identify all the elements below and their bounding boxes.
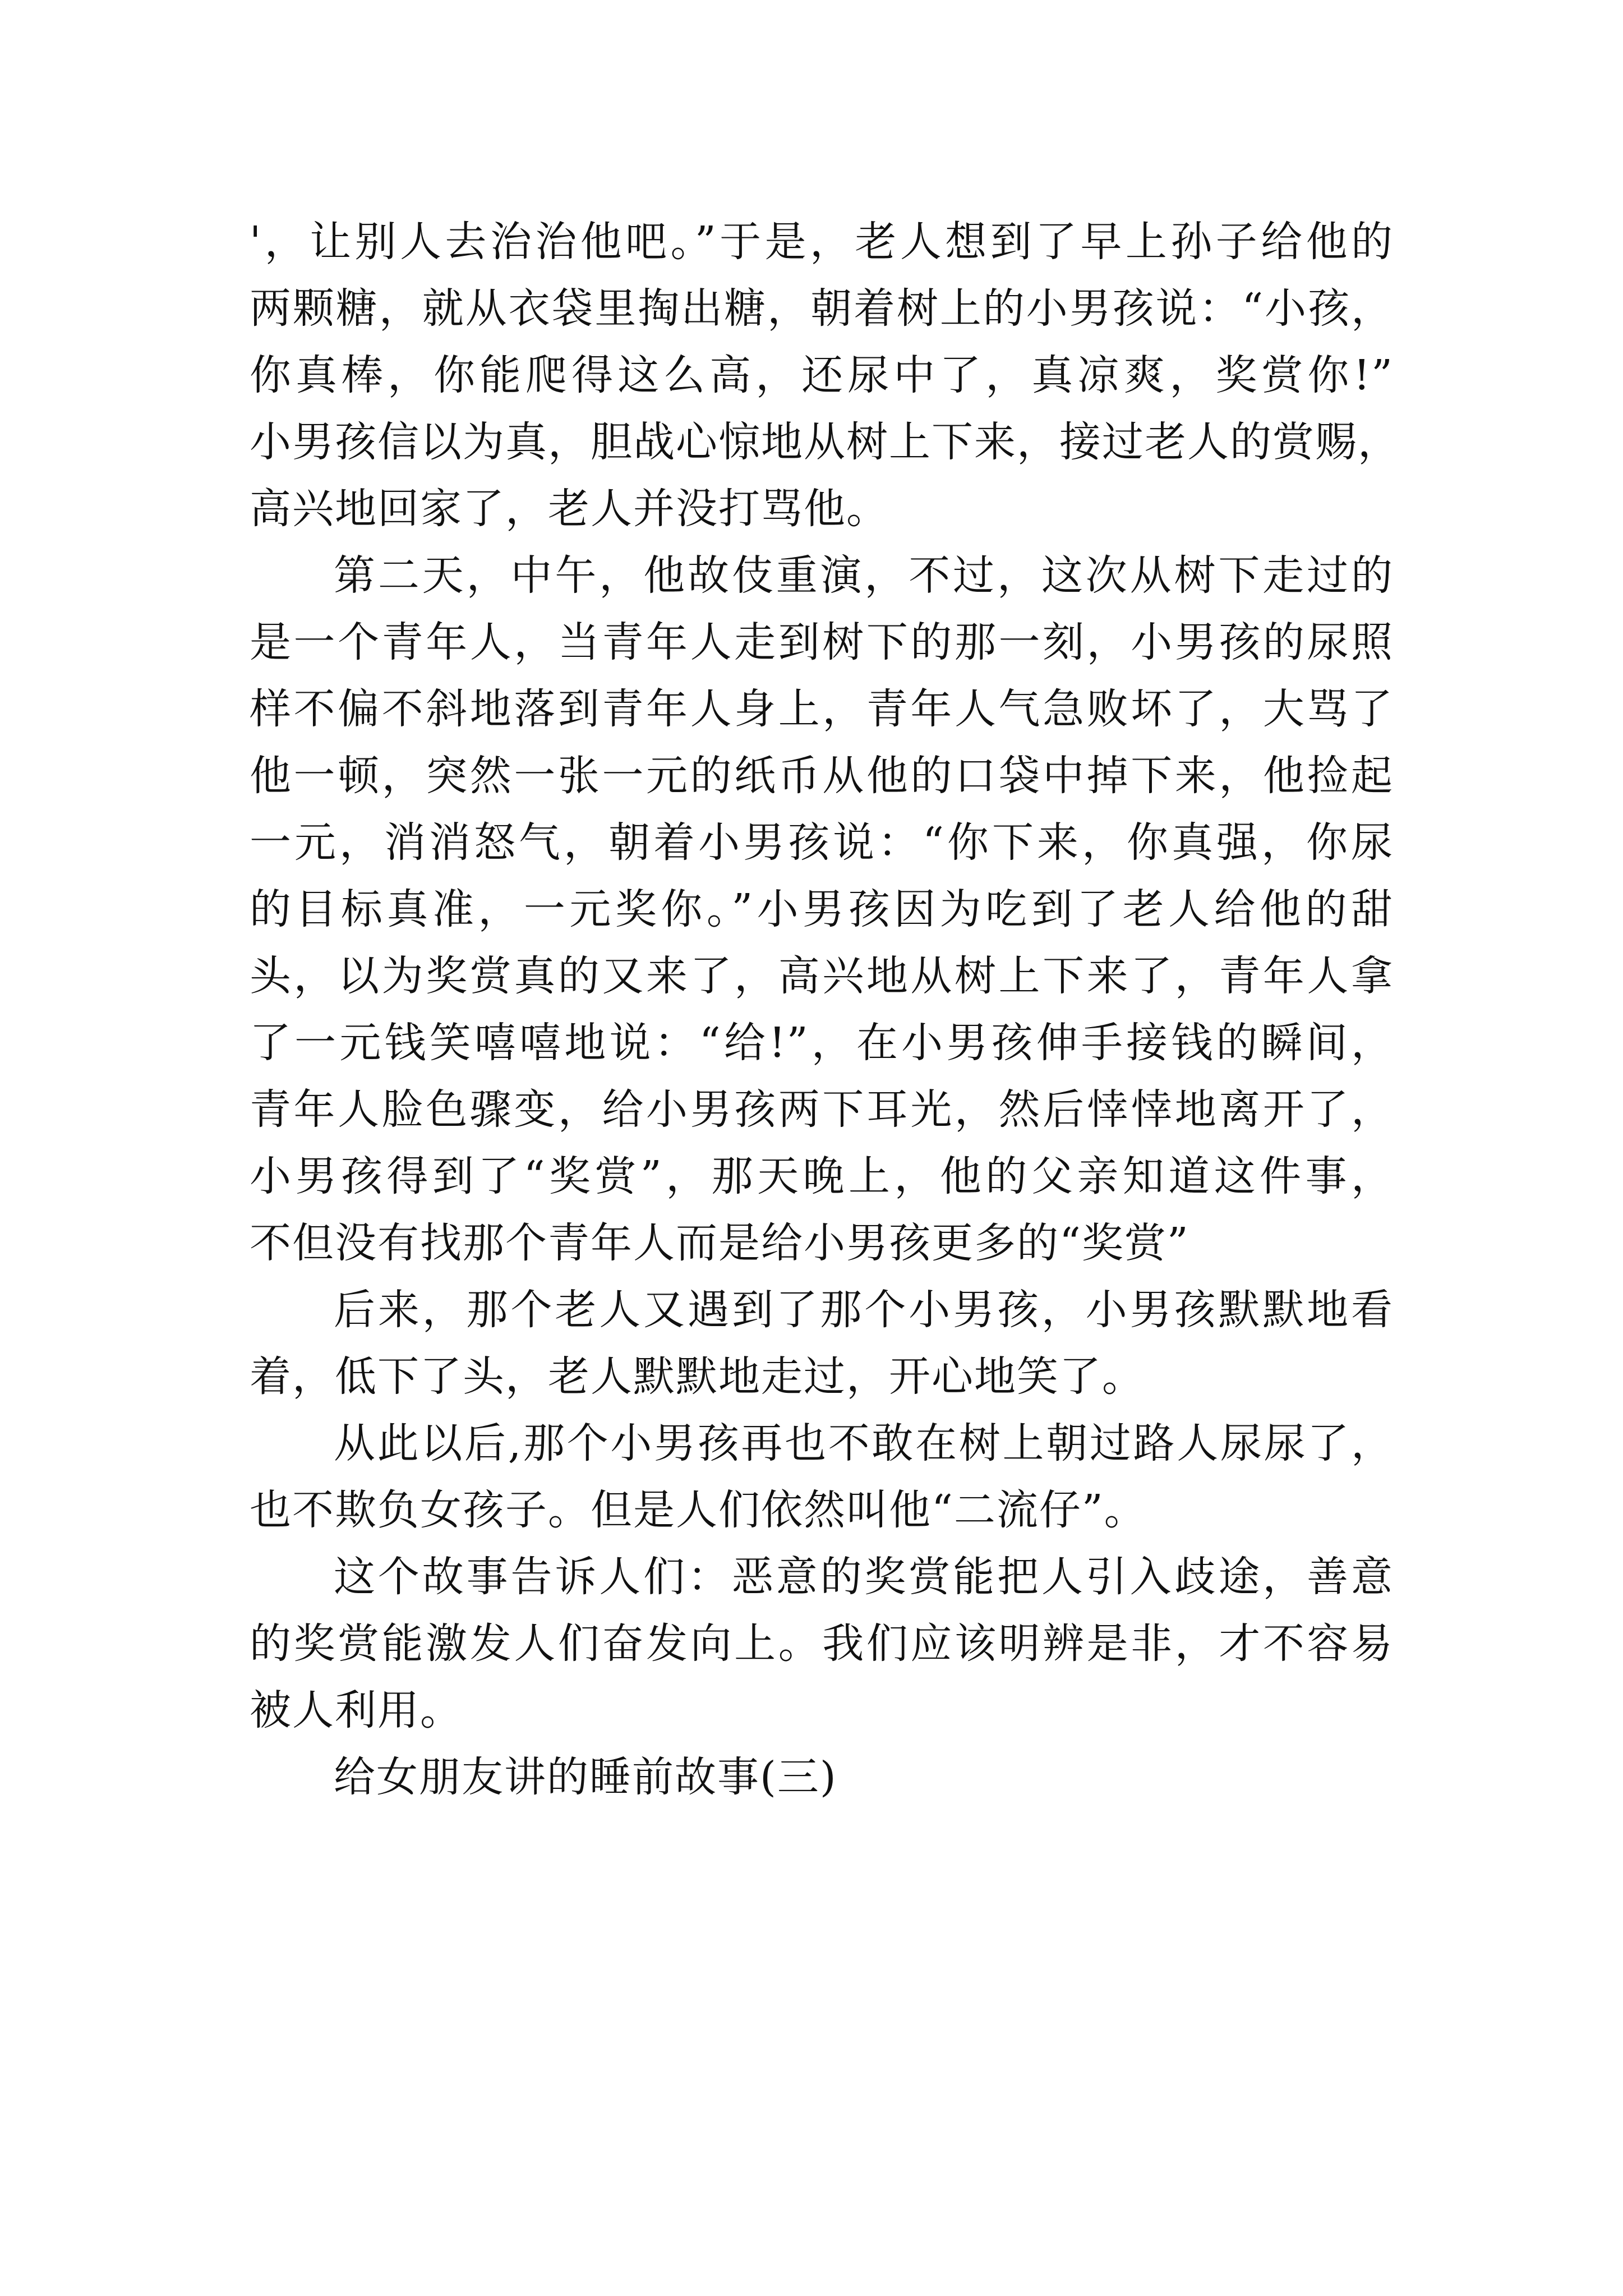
text-line: 你真棒，你能爬得这么高，还尿中了，真凉爽，奖赏你!” [250, 351, 1394, 399]
text-line: 高兴地回家了，老人并没打骂他。 [250, 485, 889, 533]
text-line: 也不欺负女孩子。但是人们依然叫他“二流仔”。 [250, 1486, 1147, 1534]
text-line: 不但没有找那个青年人而是给小男孩更多的“奖赏” [250, 1219, 1189, 1267]
story-text [250, 209, 1400, 1811]
text-line: 了一元钱笑嘻嘻地说：“给!”，在小男孩伸手接钱的瞬间， [250, 1019, 1394, 1067]
text-line: 后来，那个老人又遇到了那个小男孩，小男孩默默地看 [334, 1286, 1394, 1334]
text-line: 被人利用。 [250, 1686, 463, 1734]
text-line: 青年人脸色骤变，给小男孩两下耳光，然后悻悻地离开了， [250, 1085, 1394, 1134]
text-line: 一元，消消怒气，朝着小男孩说：“你下来，你真强，你尿 [250, 818, 1394, 867]
text-line: 样不偏不斜地落到青年人身上，青年人气急败坏了，大骂了 [250, 685, 1394, 733]
text-line: 是一个青年人，当青年人走到树下的那一刻，小男孩的尿照 [250, 618, 1394, 666]
text-line: 第二天，中午，他故伎重演，不过，这次从树下走过的 [334, 551, 1394, 600]
text-line: 小男孩得到了“奖赏”，那天晚上，他的父亲知道这件事， [250, 1152, 1394, 1200]
text-line: 两颗糖，就从衣袋里掏出糖，朝着树上的小男孩说：“小孩， [250, 284, 1394, 333]
text-line: 的目标真准，一元奖你。”小男孩因为吃到了老人给他的甜 [250, 885, 1394, 933]
text-line: 从此以后,那个小男孩再也不敢在树上朝过路人尿尿了， [334, 1419, 1394, 1467]
text-line: 他一顿，突然一张一元的纸币从他的口袋中掉下来，他捡起 [250, 752, 1394, 800]
text-line: 着，低下了头，老人默默地走过，开心地笑了。 [250, 1352, 1145, 1401]
text-line: 头，以为奖赏真的又来了，高兴地从树上下来了，青年人拿 [250, 952, 1394, 1000]
text-line: 这个故事告诉人们：恶意的奖赏能把人引入歧途，善意 [334, 1553, 1394, 1601]
section-heading: 给女朋友讲的睡前故事(三) [334, 1753, 837, 1801]
text-line: '，让别人去治治他吧。”于是，老人想到了早上孙子给他的 [250, 218, 1394, 266]
text-line: 的奖赏能激发人们奋发向上。我们应该明辨是非，才不容易 [250, 1619, 1394, 1668]
text-line: 小男孩信以为真，胆战心惊地从树上下来，接过老人的赏赐， [250, 418, 1400, 466]
